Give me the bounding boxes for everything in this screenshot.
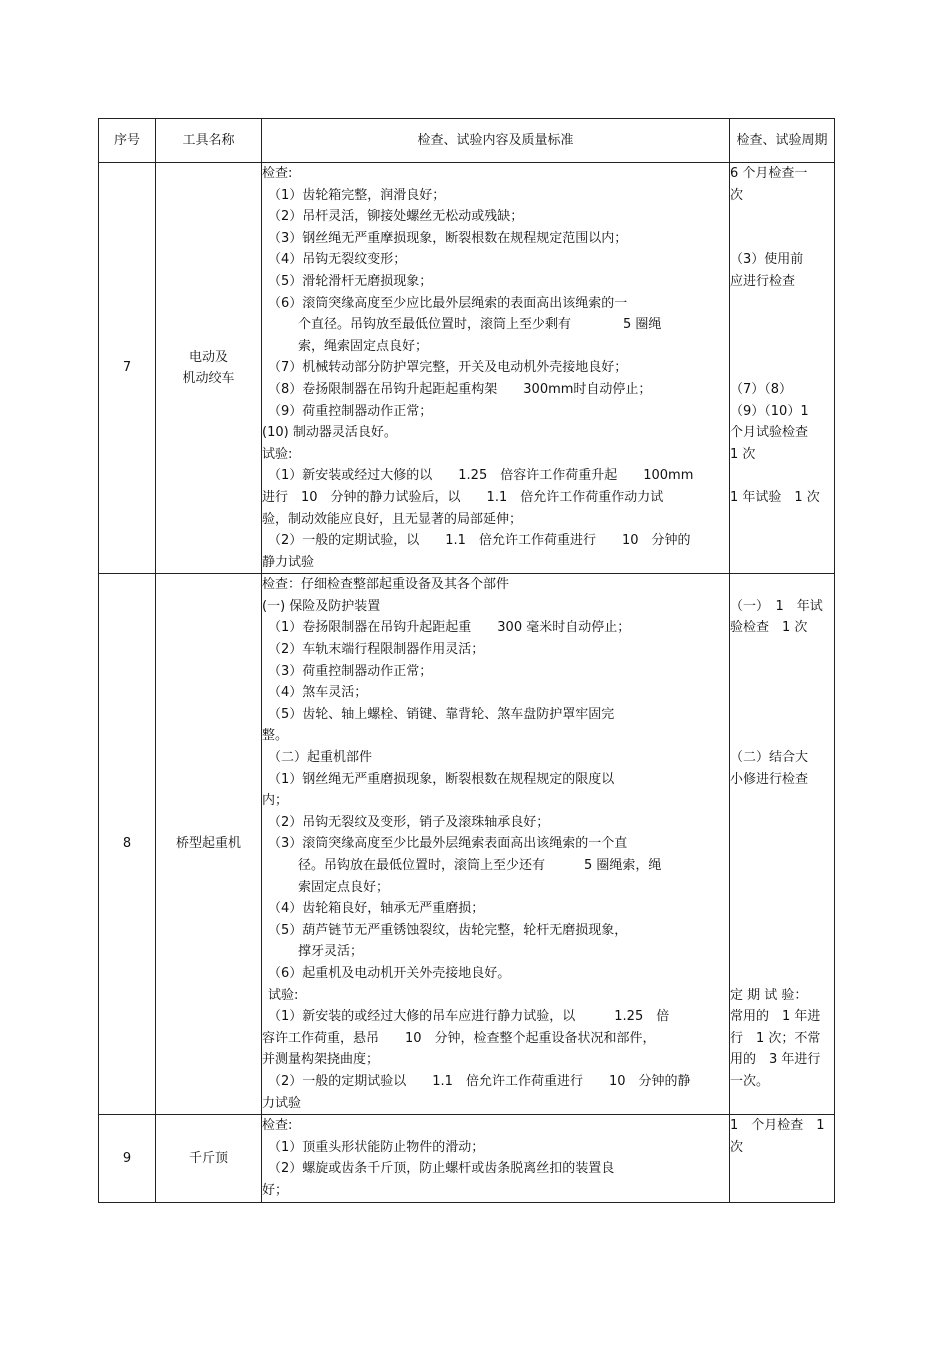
content-line: （2）一般的定期试验，以 1.1 倍允许工作荷重进行 10 分钟的 bbox=[268, 533, 691, 549]
period-line: 行 1 次；不常 bbox=[730, 1030, 821, 1046]
content-line: （2）一般的定期试验以 1.1 倍允许工作荷重进行 10 分钟的静 bbox=[268, 1073, 691, 1089]
period-line: （3）使用前 bbox=[730, 252, 804, 268]
content-line: 索，绳索固定点良好； bbox=[298, 338, 429, 354]
period-line: （二）结合大 bbox=[730, 750, 809, 766]
inspection-standards-table bbox=[98, 118, 835, 1203]
content-line: （5）滑轮滑杆无磨损现象； bbox=[268, 273, 433, 289]
period-line bbox=[730, 465, 834, 487]
content-line: （2）吊杆灵活，铆接处螺丝无松动或残缺； bbox=[268, 209, 524, 225]
period-line bbox=[730, 877, 834, 899]
content-line: （3）钢丝绳无严重摩损现象，断裂根数在规程规定范围以内； bbox=[268, 230, 628, 246]
period-line bbox=[730, 293, 834, 315]
content-line: （3）滚筒突缘高度至少比最外层绳索表面高出该绳索的一个直 bbox=[268, 836, 628, 852]
period-line bbox=[730, 963, 834, 985]
period-line bbox=[730, 314, 834, 336]
row-tool-name: 电动及 机动绞车 bbox=[156, 163, 262, 574]
table-header-row bbox=[99, 119, 835, 163]
period-line: （一） 1 年试 bbox=[730, 598, 823, 614]
content-line: （6）滚筒突缘高度至少应比最外层绳索的表面高出该绳索的一 bbox=[268, 295, 628, 311]
content-line: （2）螺旋或齿条千斤顶，防止螺杆或齿条脱离丝扣的装置良 bbox=[268, 1161, 615, 1177]
content-line: （9）荷重控制器动作正常； bbox=[268, 403, 433, 419]
content-line: (10) 制动器灵活良好。 bbox=[262, 425, 397, 441]
header-tool-name: 工具名称 bbox=[156, 119, 262, 163]
content-line: 好； bbox=[262, 1182, 289, 1198]
period-line: 1 年试验 1 次 bbox=[730, 489, 820, 505]
header-period: 检查、试验周期 bbox=[730, 119, 835, 163]
period-line bbox=[730, 530, 834, 552]
period-line bbox=[730, 1158, 834, 1180]
content-line: 试验: bbox=[268, 987, 299, 1003]
period-line bbox=[730, 509, 834, 531]
content-line: 验，制动效能应良好，且无显著的局部延伸； bbox=[262, 511, 523, 527]
content-line: 径。吊钩放在最低位置时，滚筒上至少还有 5 圈绳索，绳 bbox=[298, 858, 662, 873]
row-no: 8 bbox=[99, 574, 156, 1115]
period-line bbox=[730, 898, 834, 920]
period-line bbox=[730, 941, 834, 963]
row-no: 7 bbox=[99, 163, 156, 574]
content-line: 静力试验 bbox=[262, 554, 315, 570]
content-line: （5）葫芦链节无严重锈蚀裂纹，齿轮完整，轮杆无磨损现象， bbox=[268, 922, 628, 938]
period-line bbox=[730, 790, 834, 812]
period-line: 常用的 1 年进 bbox=[730, 1009, 821, 1025]
period-line: 一次。 bbox=[730, 1073, 770, 1089]
period-line: 小修进行检查 bbox=[730, 771, 809, 787]
content-line: 试验: bbox=[262, 446, 293, 462]
content-line: （5）齿轮、轴上螺栓、销键、靠背轮、煞车盘防护罩牢固完 bbox=[268, 706, 615, 722]
row-tool-name: 桥型起重机 bbox=[156, 574, 262, 1115]
period-line: 次 bbox=[730, 187, 744, 203]
period-line: 1 个月检查 1 bbox=[730, 1118, 825, 1134]
row-period bbox=[730, 1115, 835, 1202]
content-line: 容许工作荷重，悬吊 10 分钟，检查整个起重设备状况和部件， bbox=[262, 1030, 656, 1046]
content-line: （2）吊钩无裂纹及变形，销子及滚珠轴承良好； bbox=[268, 814, 550, 830]
content-line: （1）卷扬限制器在吊钩升起距起重 300 毫米时自动停止； bbox=[268, 620, 631, 636]
period-line: 定 期 试 验： bbox=[730, 987, 808, 1003]
period-line: 6 个月检查一 bbox=[730, 166, 808, 181]
content-line: （4）吊钩无裂纹变形； bbox=[268, 252, 407, 268]
period-line bbox=[730, 639, 834, 661]
content-line: (一) 保险及防护装置 bbox=[262, 598, 381, 614]
period-line: （7）（8） bbox=[730, 381, 793, 397]
period-line bbox=[730, 552, 834, 574]
period-line bbox=[730, 812, 834, 834]
period-line bbox=[730, 574, 834, 596]
table-row bbox=[99, 574, 835, 1115]
period-line bbox=[730, 682, 834, 704]
content-line: 并测量构架挠曲度； bbox=[262, 1052, 380, 1068]
content-line: （6）起重机及电动机开关外壳接地良好。 bbox=[268, 965, 511, 981]
content-line: 内； bbox=[262, 793, 289, 809]
content-line: 力试验 bbox=[262, 1095, 302, 1111]
row-content bbox=[262, 1115, 730, 1202]
row-period bbox=[730, 163, 835, 574]
content-line: （4）齿轮箱良好，轴承无严重磨损； bbox=[268, 901, 485, 917]
row-period bbox=[730, 574, 835, 1115]
content-line: 个直径。吊钩放至最低位置时，滚筒上至少剩有 5 圈绳 bbox=[298, 317, 662, 333]
period-line bbox=[730, 336, 834, 358]
period-line bbox=[730, 920, 834, 942]
content-line: （1）新安装的或经过大修的吊车应进行静力试验，以 1.25 倍 bbox=[268, 1009, 670, 1025]
period-line bbox=[730, 206, 834, 228]
period-line bbox=[730, 1180, 834, 1202]
period-line bbox=[730, 725, 834, 747]
row-tool-name: 千斤顶 bbox=[156, 1115, 262, 1202]
period-line: 应进行检查 bbox=[730, 273, 796, 289]
content-line: 索固定点良好； bbox=[298, 879, 390, 895]
content-line: 检查：仔细检查整部起重设备及其各个部件 bbox=[262, 577, 510, 593]
content-line: （4）煞车灵活； bbox=[268, 685, 368, 701]
period-line bbox=[730, 228, 834, 250]
content-line: 进行 10 分钟的静力试验后，以 1.1 倍允许工作荷重作动力试 bbox=[262, 489, 664, 505]
period-line: 用的 3 年进行 bbox=[730, 1052, 821, 1068]
period-line: 1 次 bbox=[730, 446, 756, 462]
period-line bbox=[730, 357, 834, 379]
content-line: （二）起重机部件 bbox=[268, 750, 373, 766]
content-line: （2）车轨末端行程限制器作用灵活； bbox=[268, 642, 485, 658]
period-line bbox=[730, 1093, 834, 1115]
content-line: 检查: bbox=[262, 166, 293, 181]
period-line bbox=[730, 704, 834, 726]
content-line: （1）齿轮箱完整，润滑良好； bbox=[268, 187, 446, 203]
period-line: 验检查 1 次 bbox=[730, 620, 808, 636]
row-content bbox=[262, 574, 730, 1115]
table-row bbox=[99, 163, 835, 574]
row-content bbox=[262, 163, 730, 574]
content-line: 整。 bbox=[262, 728, 289, 744]
content-line: （8）卷扬限制器在吊钩升起距起重构架 300mm时自动停止； bbox=[268, 381, 652, 397]
content-line: （7）机械转动部分防护罩完整，开关及电动机外壳接地良好； bbox=[268, 360, 628, 376]
table-row bbox=[99, 1115, 835, 1202]
content-line: （1）顶重头形状能防止物件的滑动； bbox=[268, 1139, 485, 1155]
period-line: 个月试验检查 bbox=[730, 425, 809, 441]
row-no: 9 bbox=[99, 1115, 156, 1202]
content-line: 撑牙灵活； bbox=[298, 944, 364, 960]
header-no: 序号 bbox=[99, 119, 156, 163]
content-line: （3）荷重控制器动作正常； bbox=[268, 663, 433, 679]
period-line: （9）（10）1 bbox=[730, 403, 809, 419]
period-line bbox=[730, 855, 834, 877]
content-line: （1）钢丝绳无严重磨损现象，断裂根数在规程规定的限度以 bbox=[268, 771, 615, 787]
header-content: 检查、试验内容及质量标准 bbox=[262, 119, 730, 163]
period-line: 次 bbox=[730, 1139, 744, 1155]
period-line bbox=[730, 833, 834, 855]
period-line bbox=[730, 661, 834, 683]
content-line: （1）新安装或经过大修的以 1.25 倍容许工作荷重升起 100mm bbox=[268, 468, 694, 484]
content-line: 检查: bbox=[262, 1118, 293, 1134]
